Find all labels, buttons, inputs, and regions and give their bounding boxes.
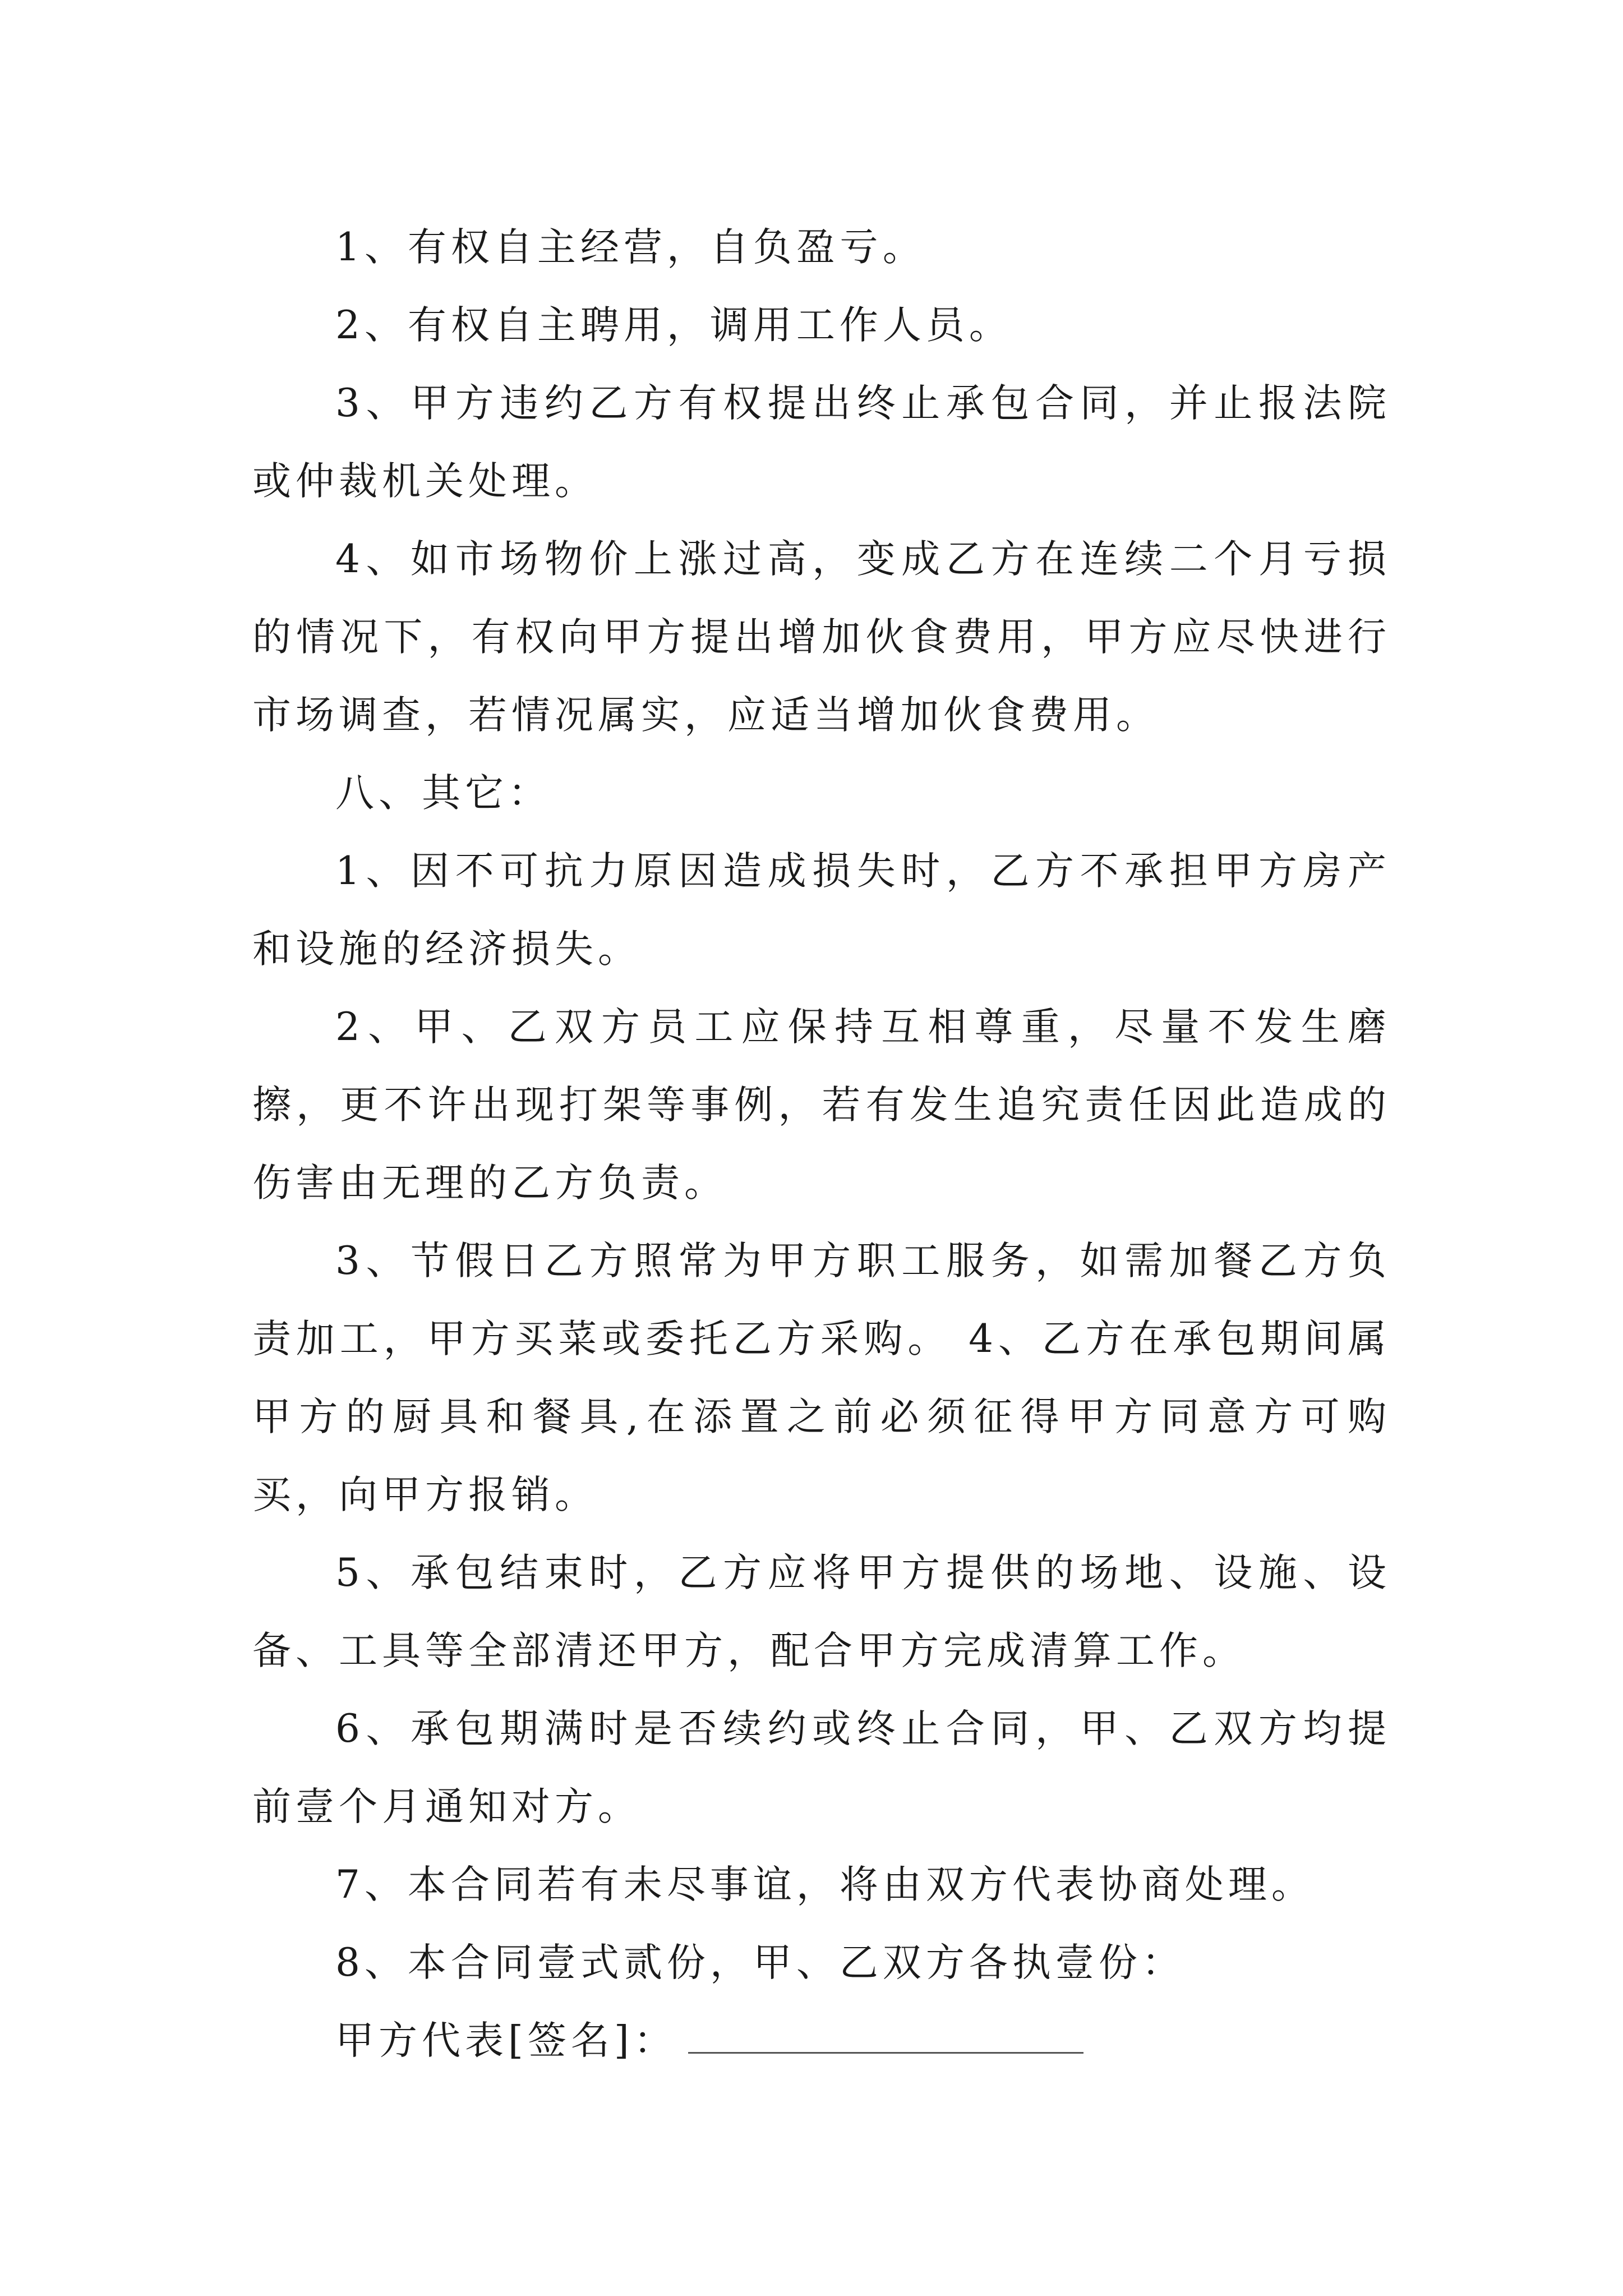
clause-8-7: 7、本合同若有未尽事谊，将由双方代表协商处理。	[335, 1862, 1315, 1907]
document-body	[252, 209, 1391, 2080]
signature-line	[252, 2002, 1391, 2080]
clause-8-8: 8、本合同壹式贰份，甲、乙双方各执壹份：	[335, 1940, 1185, 1985]
clause-7-1: 1、有权自主经营，自负盈亏。	[335, 225, 926, 270]
clause-7-4: 4、如市场物价上涨过高，变成乙方在连续二个月亏损的情况下，有权向甲方提出增加伙食费用，甲方应尽快进行市场调查，若情况属实，应适当增加伙食费用。	[252, 537, 1391, 738]
clause-7-2: 2、有权自主聘用，调用工作人员。	[335, 303, 1012, 348]
clause-8-2: 2、甲、乙双方员工应保持互相尊重，尽量不发生磨擦，更不许出现打架等事例，若有发生追究责任因此造成的伤害由无理的乙方负责。	[252, 1005, 1391, 1205]
signature-blank	[688, 2021, 1083, 2054]
clause-8-1: 1、因不可抗力原因造成损失时，乙方不承担甲方房产和设施的经济损失。	[252, 849, 1391, 972]
section-heading-others: 八、其它：	[335, 771, 551, 816]
clause-8-6: 6、承包期满时是否续约或终止合同，甲、乙双方均提前壹个月通知对方。	[252, 1706, 1391, 1829]
clause-7-3: 3、甲方违约乙方有权提出终止承包合同，并止报法院或仲裁机关处理。	[252, 381, 1391, 504]
clause-8-5: 5、承包结束时，乙方应将甲方提供的场地、设施、设备、工具等全部清还甲方，配合甲方完成清算工作。	[252, 1550, 1391, 1673]
clause-8-3-4: 3、节假日乙方照常为甲方职工服务，如需加餐乙方负责加工，甲方买菜或委托乙方采购。 4、乙方在承包期间属甲方的厨具和餐具,在添置之前必须征得甲方同意方可购买，向甲方报销。	[252, 1239, 1391, 1517]
signature-label: 甲方代表[签名]：	[335, 2018, 677, 2063]
